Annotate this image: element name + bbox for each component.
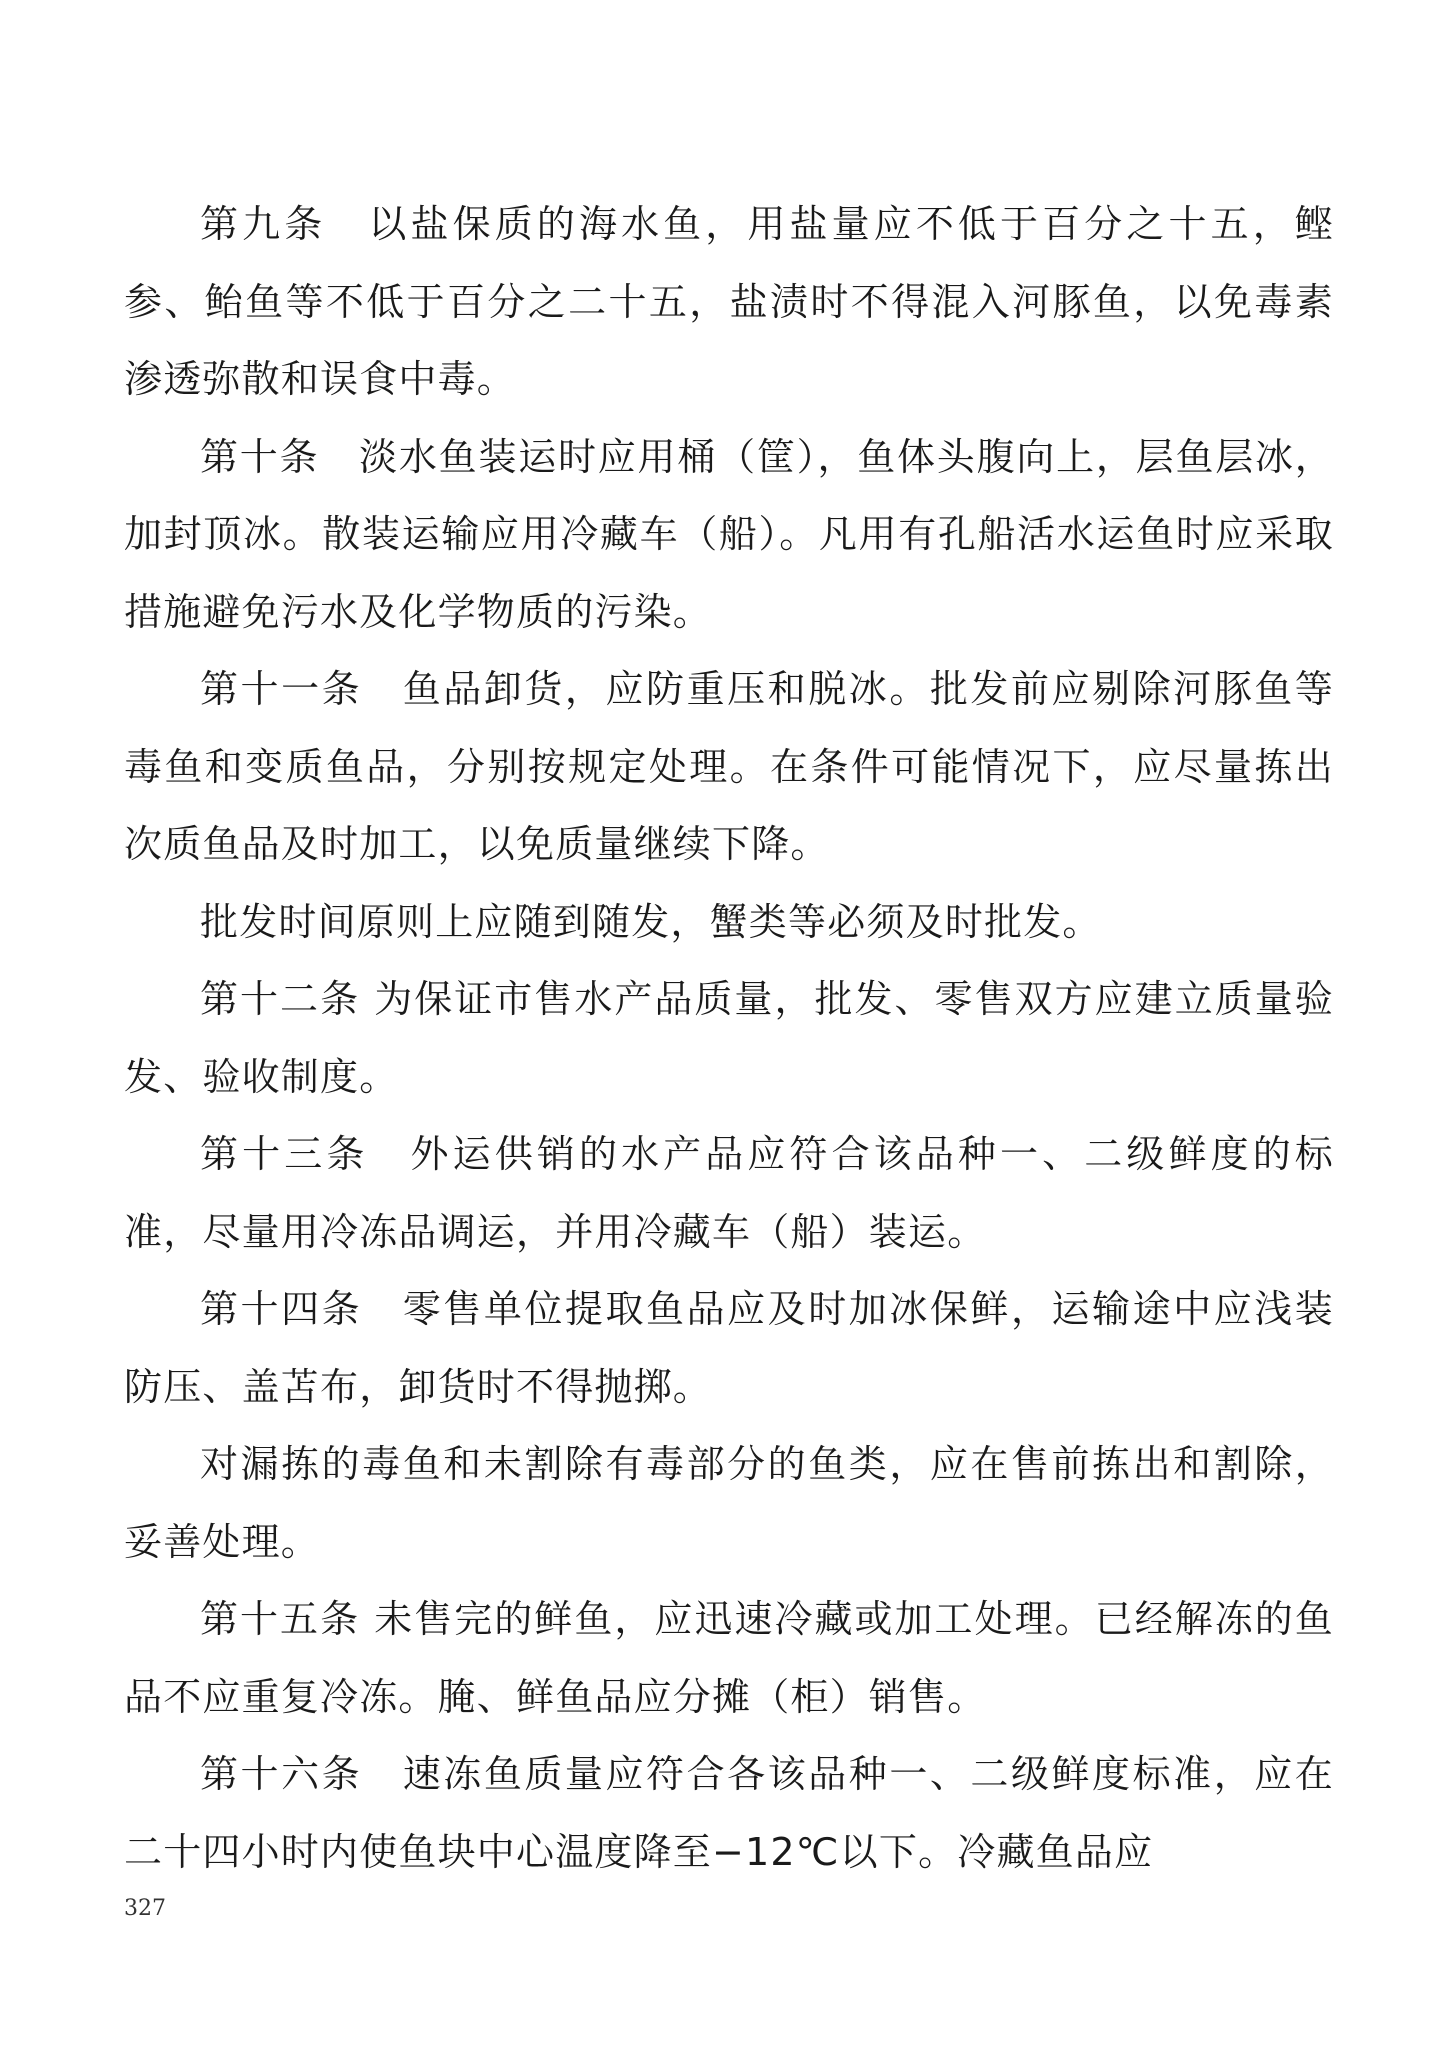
paragraph-article-16: 第十六条 速冻鱼质量应符合各该品种一、二级鲜度标准，应在二十四小时内使鱼块中心温度降至−12℃以下。冷藏鱼品应	[124, 1752, 1334, 1874]
paragraph-article-14: 第十四条 零售单位提取鱼品应及时加冰保鲜，运输途中应浅装防压、盖苫布，卸货时不得抛掷。	[124, 1287, 1334, 1409]
paragraph-article-12: 第十二条 为保证市售水产品质量，批发、零售双方应建立质量验发、验收制度。	[124, 977, 1334, 1099]
paragraph-article-11: 第十一条 鱼品卸货，应防重压和脱冰。批发前应剔除河豚鱼等毒鱼和变质鱼品，分别按规定处理。在条件可能情况下，应尽量拣出次质鱼品及时加工，以免质量继续下降。	[124, 667, 1334, 866]
paragraph-article-10: 第十条 淡水鱼装运时应用桶（筐），鱼体头腹向上，层鱼层冰，加封顶冰。散装运输应用冷藏车（船）。凡用有孔船活水运鱼时应采取措施避免污水及化学物质的污染。	[124, 434, 1334, 634]
paragraph-article-15: 第十五条 未售完的鲜鱼，应迅速冷藏或加工处理。已经解冻的鱼品不应重复冷冻。腌、鲜鱼品应分摊（柜）销售。	[124, 1597, 1334, 1719]
paragraph-toxic-fish: 对漏拣的毒鱼和未割除有毒部分的鱼类，应在售前拣出和割除，妥善处理。	[124, 1442, 1334, 1564]
paragraph-wholesale-time: 批发时间原则上应随到随发，蟹类等必须及时批发。	[200, 899, 1102, 944]
paragraph-article-13: 第十三条 外运供销的水产品应符合该品种一、二级鲜度的标准，尽量用冷冻品调运，并用冷藏车（船）装运。	[124, 1132, 1334, 1254]
page-number: 327	[124, 1896, 166, 1921]
paragraph-article-9: 第九条 以盐保质的海水鱼，用盐量应不低于百分之十五，鲣参、鲐鱼等不低于百分之二十五，盐渍时不得混入河豚鱼，以免毒素渗透弥散和误食中毒。	[124, 202, 1334, 401]
body-text	[124, 186, 1334, 1891]
